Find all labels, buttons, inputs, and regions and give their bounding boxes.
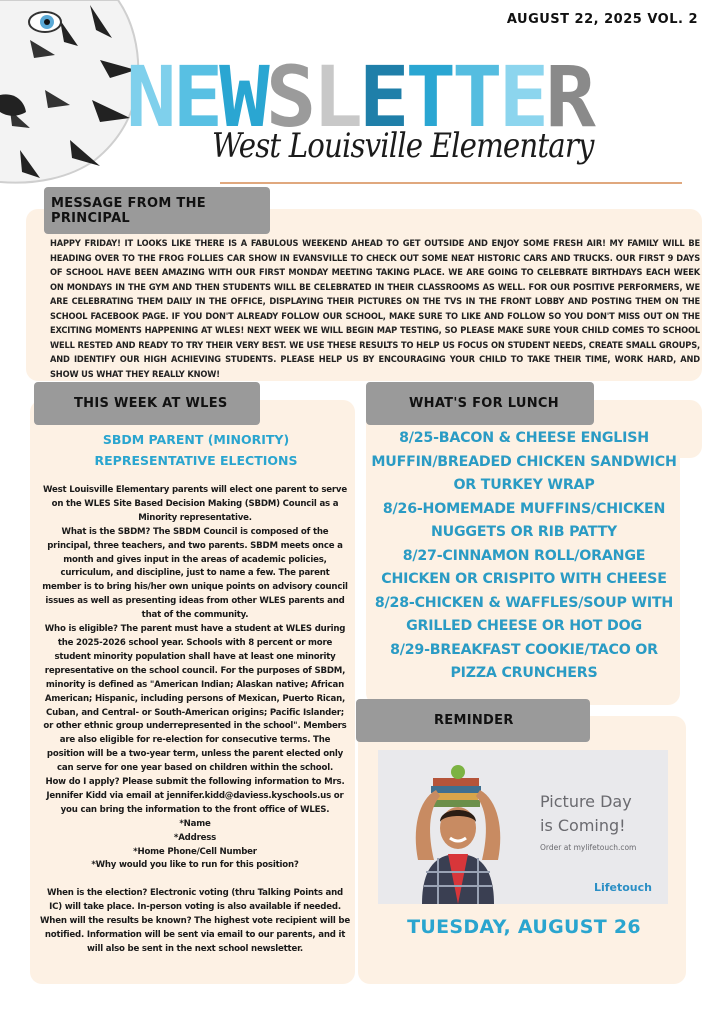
masthead-letter: R [545,48,592,146]
lunch-item: 8/25-BACON & CHEESE ENGLISH MUFFIN/BREADED CHICKEN SANDWICH OR TURKEY WRAP [371,430,677,493]
principal-message [50,237,700,397]
sbdm-paragraph: How do I apply? Please submit the following information to Mrs. Jennifer Kidd via email at jennifer.kidd@daviess.kyschools.us or you can bring the information to the front office of WLES. [45,777,345,815]
picture-day-flyer [378,750,668,904]
sbdm-body [40,484,350,957]
masthead-letter: L [312,48,359,146]
sbdm-paragraph: Who is eligible? The parent must have a student at WLES during the 2025-2026 school year. Schools with 8 percent or more student minority population shall have at least one minority representative on the school council. For the purposes of SBDM, minority is defined as "American Indian; Alaskan native; African American; Hispanic, including persons of Mexican, Puerto Rican, Cuban, and Central- or South-American origins; Pacific Islander; or other ethnic group underrepresented in the school". Members are also eligible for re-election for consecutive terms. The position will be a two-year term, unless the parent elected only can serve for one year based on children within the school. [43,624,347,774]
masthead-letter: T [452,48,499,146]
sbdm-list-item: *Why would you like to run for this position? [91,860,299,871]
sbdm-spacer [40,873,350,887]
sbdm-title: SBDM PARENT (MINORITY) REPRESENTATIVE ELECTIONS [94,432,298,468]
sbdm-list-item: *Address [173,832,217,843]
masthead-letter: E [498,48,546,146]
masthead-letter: N [126,48,173,146]
lunch-heading: WHAT'S FOR LUNCH [366,382,594,425]
picture-day-line2: is Coming! [540,816,626,835]
masthead-letter: S [265,48,313,146]
reminder-heading: REMINDER [356,699,590,742]
lunch-item: 8/29-BREAKFAST COOKIE/TACO OR PIZZA CRUNCHERS [390,641,658,681]
lunch-item: 8/26-HOMEMADE MUFFINS/CHICKEN NUGGETS OR RIB PATTY [382,500,666,540]
sbdm-list-item: *Home Phone/Cell Number [133,846,257,857]
sbdm-list-item: *Name [179,818,211,829]
lunch-menu [368,427,680,686]
principal-heading: MESSAGE FROM THE PRINCIPAL [44,187,270,234]
lifetouch-logo: Lifetouch [593,881,652,894]
principal-message-body: HAPPY FRIDAY! IT LOOKS LIKE THERE IS A FABULOUS WEEKEND AHEAD TO GET OUTSIDE AND ENJOY SOME FRESH AIR! MY FAMILY WILL BE HEADING OVER TO THE FROG FOLLIES CAR SHOW IN EVANSVILLE TO CHECK OUT SOME NEAT HISTORIC CARS AND TRUCKS. OUR FIRST 9 DAYS OF SCHOOL HAVE BEEN AMAZING WITH OUR FIRST MONDAY MEETING TAKING PLACE. WE ARE GOING TO CELEBRATE BIRTHDAYS EACH WEEK ON MONDAYS IN THE GYM AND THEN STUDENTS WILL BE CELEBRATED IN THEIR CLASSROOMS AS WELL. FOR OUR POSITIVE PERFORMERS, WE ARE CELEBRATING THEM DAILY IN THE OFFICE, DISPLAYING THEIR PICTURES ON THE TVS IN THE FRONT LOBBY AND POSTING THEM ON THE SCHOOL FACEBOOK PAGE. IF YOU DON'T ALREADY FOLLOW OUR SCHOOL, MAKE SURE TO LIKE AND FOLLOW SO YOU DON'T MISS OUT ON THE EXCITING MOMENTS HAPPENING AT WLES! NEXT WEEK WE WILL BEGIN MAP TESTING, SO PLEASE MAKE SURE YOUR CHILD COMES TO SCHOOL WELL RESTED AND READY TO TRY THEIR VERY BEST. WE USE THESE RESULTS TO HELP US FOCUS ON STUDENT NEEDS, CREATE SMALL GROUPS, AND IDENTIFY OUR HIGH ACHIEVING STUDENTS. PLEASE HELP US BY ENCOURAGING YOUR CHILD TO TAKE THEIR TIME, WORK HARD, AND SHOW US WHAT THEY REALLY KNOW! [50,238,700,380]
lunch-item: 8/27-CINNAMON ROLL/ORANGE CHICKEN OR CRISPITO WITH CHEESE [381,547,667,587]
picture-day-date: TUESDAY, AUGUST 26 [407,916,641,938]
issue-date: AUGUST 22, 2025 VOL. 2 [506,12,698,27]
masthead-letter: E [358,48,406,146]
this-week-heading: THIS WEEK AT WLES [34,382,260,425]
masthead-letter: W [219,48,266,146]
sbdm-paragraph: West Louisville Elementary parents will elect one parent to serve on the WLES Site Based Decision Making (SBDM) Council as a Minority representative. [43,485,347,523]
school-name: West Louisville Elementary [212,126,594,166]
sbdm-paragraph: What is the SBDM? The SBDM Council is composed of the principal, three teachers, and two parents. SBDM meets once a month and gives input in the areas of academic policies, curriculum, and discipline, just to name a few. The parent member is to bring his/her own unique points on advisory council issues as well as presenting ideas from other WLES parents and that of the community. [42,526,348,621]
lunch-item: 8/28-CHICKEN & WAFFLES/SOUP WITH GRILLED CHEESE OR HOT DOG [374,594,674,634]
masthead-letter: E [172,48,220,146]
header-divider [220,182,682,184]
picture-day-order: Order at mylifetouch.com [540,843,637,852]
picture-day-line1: Picture Day [540,792,632,811]
sbdm-paragraph: When is the election? Electronic voting (thru Talking Points and IC) will take place. In-person voting is also available if needed. When will the results be known? The highest vote recipient will be notified. Information will be sent via email to our parents, and it will also be sent in the next school newsletter. [40,888,350,954]
masthead-letter: T [405,48,453,146]
